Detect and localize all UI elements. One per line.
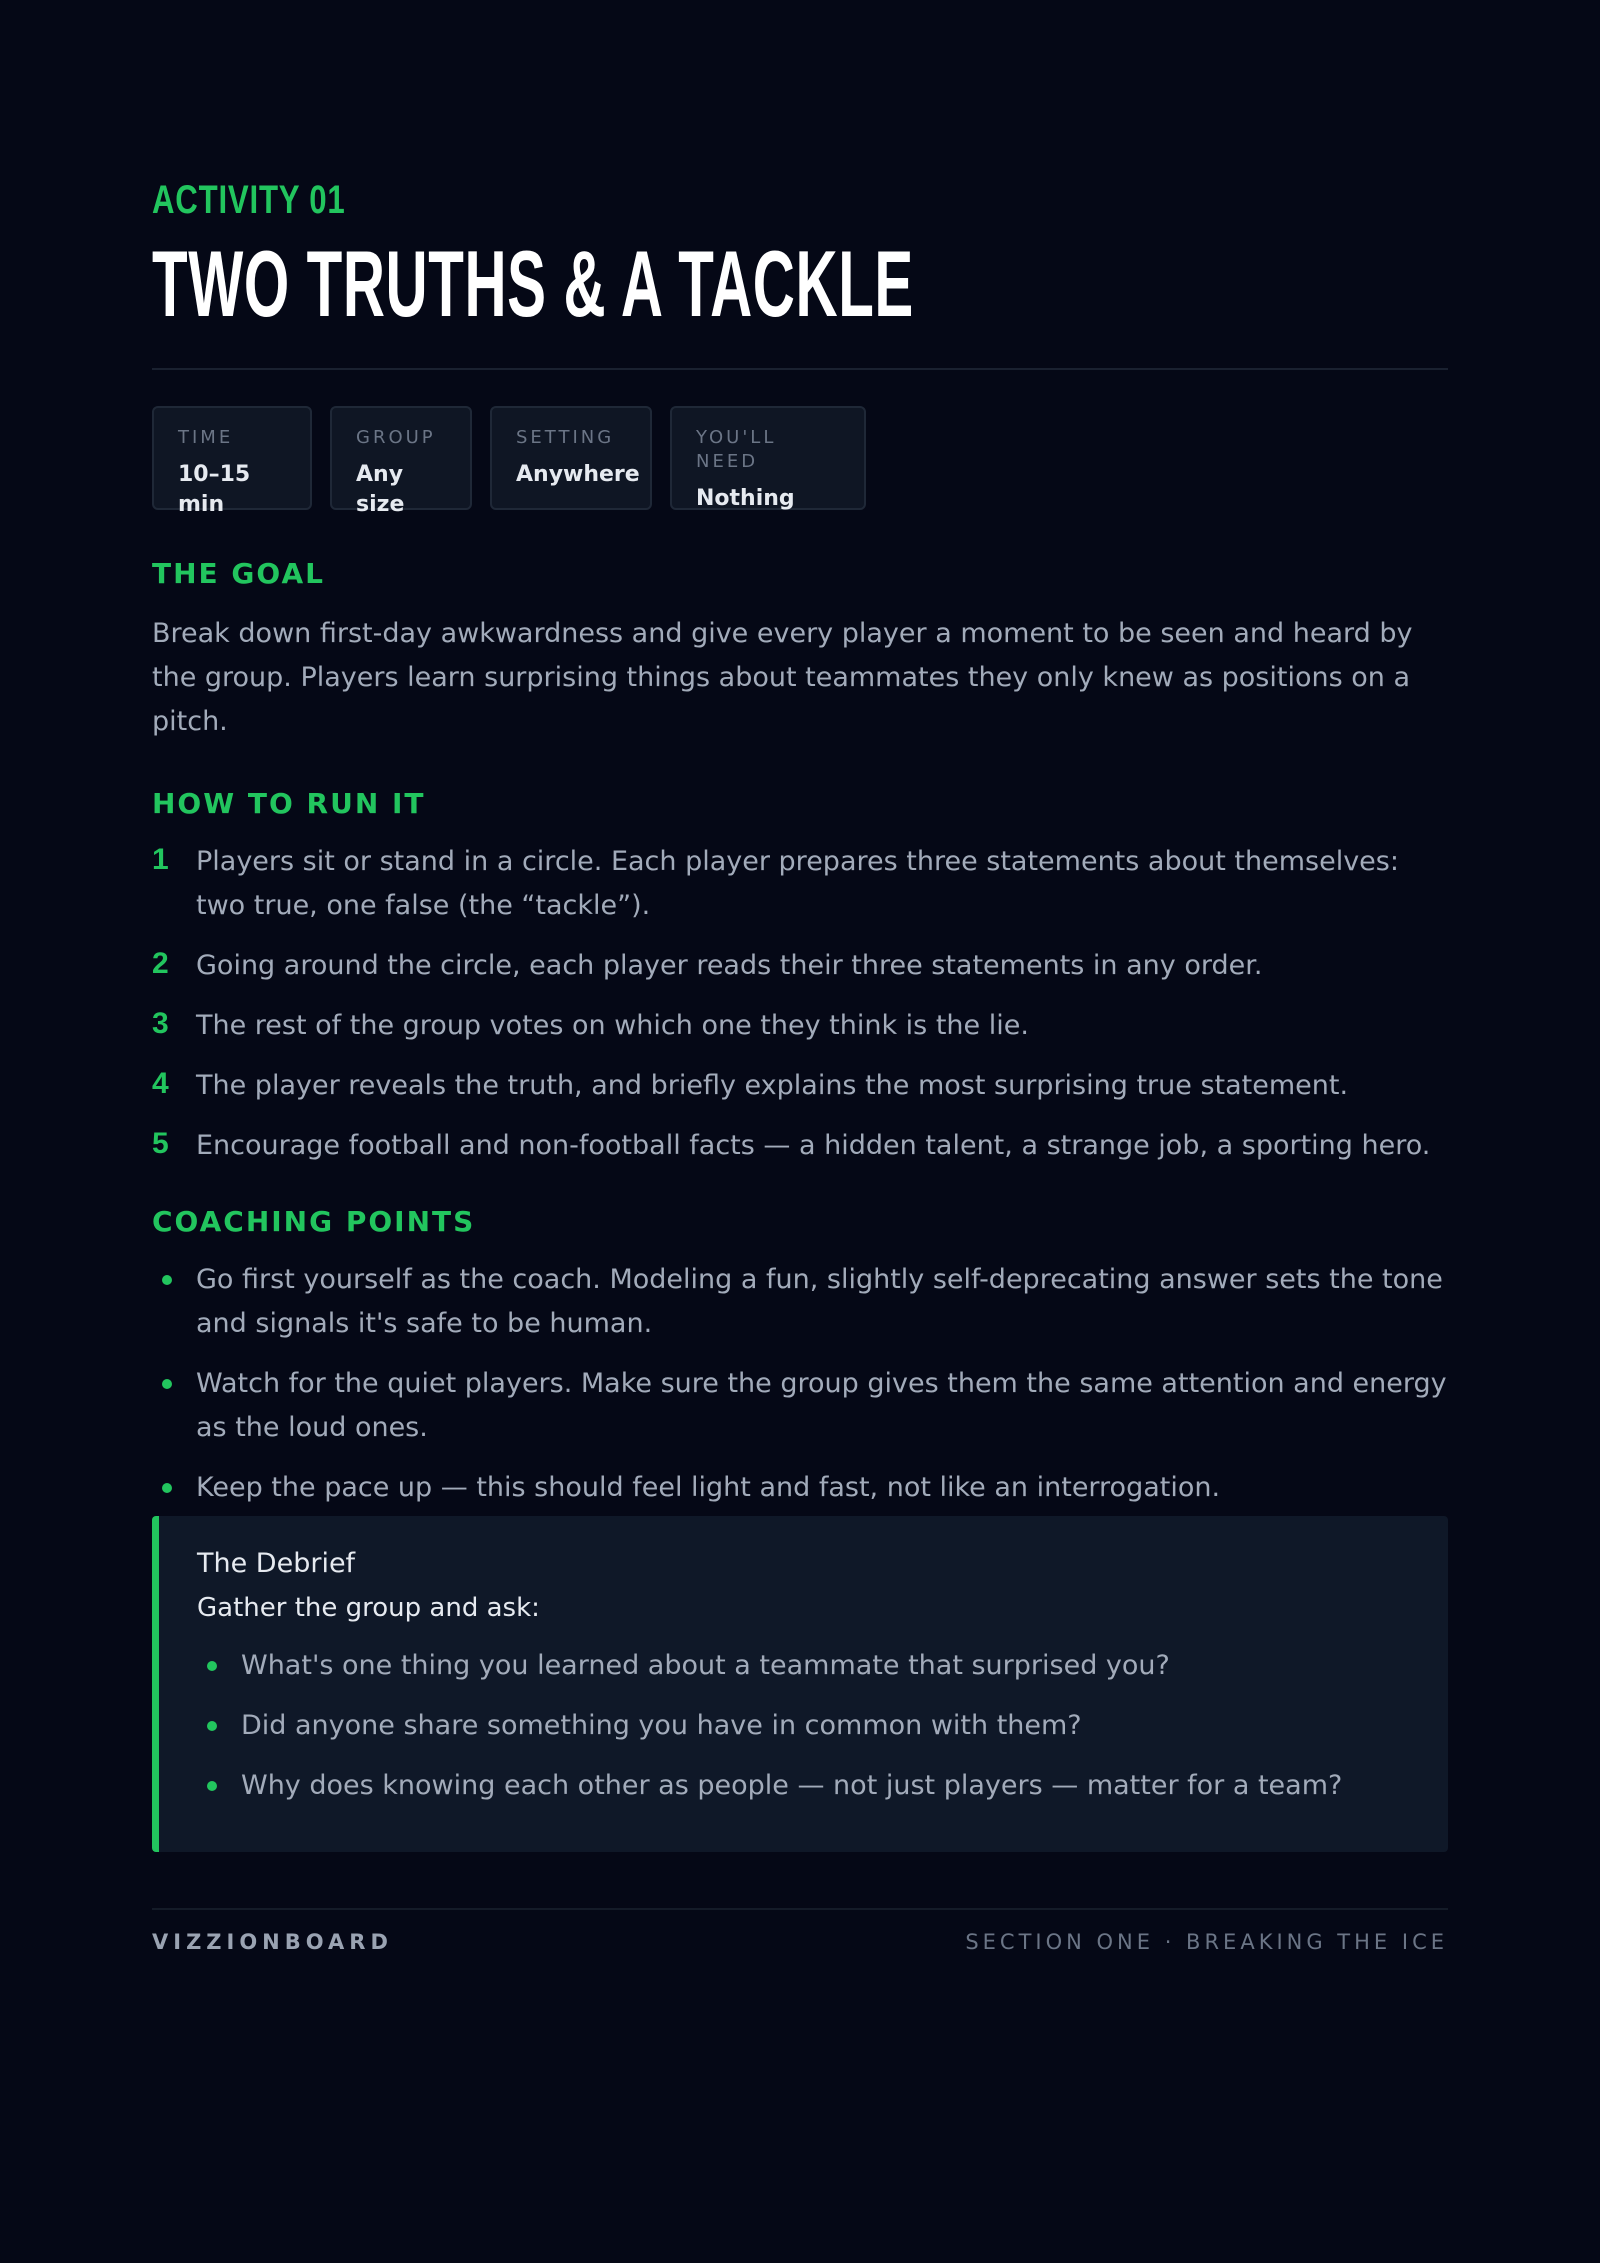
activity-eyebrow: ACTIVITY 01 <box>152 178 346 222</box>
bullet-dot-wrap <box>152 1362 196 1450</box>
step-item <box>152 1004 1448 1048</box>
debrief-question-text: Why does knowing each other as people — not just players — matter for a team? <box>241 1770 1343 1801</box>
coaching-point-text: Keep the pace up — this should feel light and fast, not like an interrogation. <box>196 1472 1221 1503</box>
goal-heading: THE GOAL <box>152 557 325 590</box>
meta-value: Anywhere <box>516 462 640 487</box>
step-item <box>152 1064 1448 1108</box>
how-to-heading: HOW TO RUN IT <box>152 787 426 820</box>
coaching-point-text: Watch for the quiet players. Make sure the group gives them the same attention and energy as the loud ones. <box>196 1368 1447 1443</box>
bullet-dot-wrap <box>197 1644 241 1688</box>
footer-divider <box>152 1908 1448 1910</box>
bullet-dot-icon <box>207 1721 217 1731</box>
bullet-dot-icon <box>207 1781 217 1791</box>
meta-label: SETTING <box>516 427 615 448</box>
step-number: 5 <box>152 1127 169 1160</box>
debrief-question-text: What's one thing you learned about a teammate that surprised you? <box>241 1650 1170 1681</box>
meta-card-group <box>330 406 472 517</box>
bullet-dot-wrap <box>197 1764 241 1808</box>
debrief-question-text: Did anyone share something you have in common with them? <box>241 1710 1082 1741</box>
meta-row <box>152 406 1448 517</box>
step-text: Going around the circle, each player reads their three statements in any order. <box>196 950 1263 981</box>
debrief-question <box>197 1644 1410 1688</box>
meta-label: GROUP <box>356 427 436 448</box>
coaching-point-text: Go first yourself as the coach. Modeling a fun, slightly self-deprecating answer sets the tone and signals it's safe to be human. <box>196 1264 1443 1339</box>
bullet-dot-wrap <box>197 1704 241 1748</box>
step-number: 4 <box>152 1067 169 1100</box>
meta-card-time <box>152 406 312 517</box>
meta-label: YOU'LL NEED <box>696 427 777 472</box>
meta-card-needs <box>670 406 866 510</box>
bullet-dot-wrap <box>152 1258 196 1346</box>
goal-text: Break down first-day awkwardness and give every player a moment to be seen and heard by the group. Players learn surprising things about teammates they only knew as positions on a pitch. <box>152 618 1413 737</box>
footer-section: SECTION ONE · BREAKING THE ICE <box>965 1930 1448 1954</box>
bullet-dot-wrap <box>152 1466 196 1510</box>
step-text: The rest of the group votes on which one they think is the lie. <box>196 1010 1029 1041</box>
step-number: 1 <box>152 843 169 876</box>
debrief-intro: Gather the group and ask: <box>197 1593 540 1623</box>
activity-title: TWO TRUTHS & A TACKLE <box>152 231 914 336</box>
debrief-question <box>197 1704 1410 1748</box>
bullet-dot-icon <box>162 1483 172 1493</box>
debrief-questions <box>197 1644 1410 1808</box>
debrief-question <box>197 1764 1410 1808</box>
step-item <box>152 840 1448 928</box>
step-item <box>152 1124 1448 1168</box>
meta-value: Nothing <box>696 486 795 511</box>
steps-list <box>152 840 1448 1168</box>
bullet-dot-icon <box>207 1661 217 1671</box>
meta-label: TIME <box>178 427 234 448</box>
coaching-point <box>152 1258 1448 1346</box>
debrief-callout <box>152 1516 1448 1852</box>
step-number: 2 <box>152 947 169 980</box>
activity-content <box>152 172 1448 1526</box>
coaching-list <box>152 1258 1448 1510</box>
step-number: 3 <box>152 1007 169 1040</box>
step-item <box>152 944 1448 988</box>
title-divider <box>152 368 1448 370</box>
coaching-heading: COACHING POINTS <box>152 1205 476 1238</box>
step-text: Players sit or stand in a circle. Each player prepares three statements about themselves: two true, one false (the “tackle”). <box>196 846 1399 921</box>
step-text: The player reveals the truth, and briefly explains the most surprising true statement. <box>196 1070 1349 1101</box>
meta-value: 10–15 min <box>178 462 251 517</box>
meta-value: Any size <box>356 462 405 517</box>
coaching-point <box>152 1362 1448 1450</box>
debrief-title: The Debrief <box>197 1548 356 1579</box>
bullet-dot-icon <box>162 1379 172 1389</box>
step-text: Encourage football and non-football facts — a hidden talent, a strange job, a sporting hero. <box>196 1130 1431 1161</box>
bullet-dot-icon <box>162 1275 172 1285</box>
footer-brand: VIZZIONBOARD <box>152 1930 393 1954</box>
coaching-point <box>152 1466 1448 1510</box>
meta-card-setting <box>490 406 652 510</box>
